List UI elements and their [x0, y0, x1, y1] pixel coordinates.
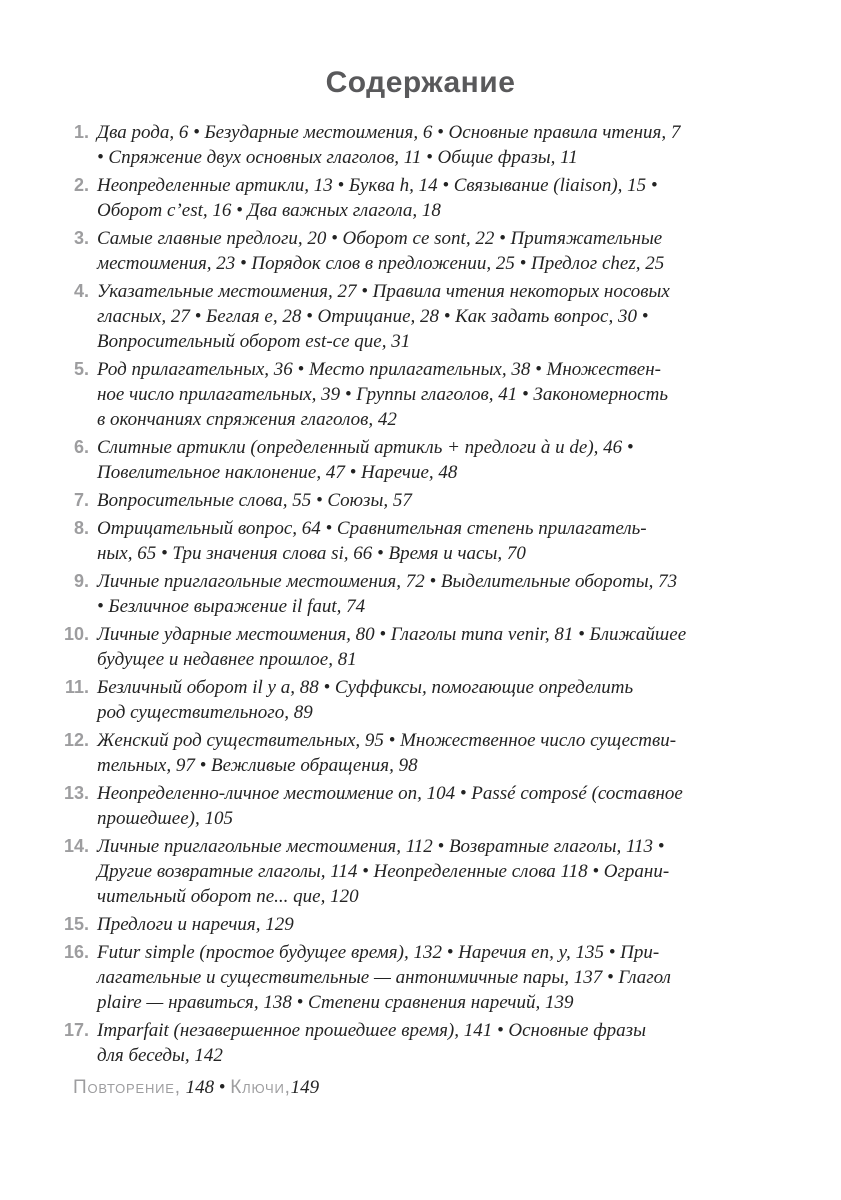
endline-num: 148: [180, 1077, 215, 1098]
toc-item: [73, 120, 781, 170]
toc-item: [73, 569, 781, 619]
toc-line: Личные ударные местоимения, 80 • Глаголы типа venir, 81 • Ближайшее: [97, 624, 687, 645]
toc-line: Два рода, 6 • Безударные местоимения, 6 • Основные правила чтения, 7: [97, 122, 681, 143]
toc-line: Неопределенные артикли, 13 • Буква h, 14 • Связывание (liaison), 15 •: [97, 175, 658, 196]
toc-line: • Спряжение двух основных глаголов, 11 • Общие фразы, 11: [97, 147, 578, 168]
toc-line: Вопросительный оборот est-ce que, 31: [97, 331, 411, 352]
page-title: Содержание: [325, 66, 516, 99]
item-number: 13.: [63, 783, 89, 803]
toc-line: Неопределенно-личное местоимение on, 104 • Passé composé (составное: [97, 783, 683, 804]
toc-line: лагательные и существительные — антонимичные пары, 137 • Глагол: [97, 967, 671, 988]
toc-line: plaire — нравиться, 138 • Степени сравнения наречий, 139: [97, 992, 574, 1013]
toc-item: [73, 488, 781, 513]
toc-line: Imparfait (незавершенное прошедшее время), 141 • Основные фразы: [97, 1020, 646, 1041]
toc-line: род существительного, 89: [97, 702, 313, 723]
toc-item: [63, 728, 781, 778]
item-number: 7.: [73, 490, 89, 510]
toc-line: Предлоги и наречия, 129: [97, 914, 294, 935]
toc-item: [63, 781, 781, 831]
toc-line: Самые главные предлоги, 20 • Оборот ce sont, 22 • Притяжательные: [97, 228, 663, 249]
toc-line: Вопросительные слова, 55 • Союзы, 57: [97, 490, 412, 511]
toc-line: • Безличное выражение il faut, 74: [97, 596, 366, 617]
toc-line: ное число прилагательных, 39 • Группы глаголов, 41 • Закономерность: [97, 384, 668, 405]
item-number: 3.: [73, 228, 89, 248]
toc-line: будущее и недавнее прошлое, 81: [97, 649, 357, 670]
item-number: 2.: [73, 175, 89, 195]
toc-item: [63, 912, 781, 937]
item-number: 11.: [64, 677, 89, 697]
item-number: 5.: [73, 359, 89, 379]
item-number: 15.: [63, 914, 89, 934]
toc-line: местоимения, 23 • Порядок слов в предложении, 25 • Предлог chez, 25: [97, 253, 665, 274]
toc-line: чительный оборот ne... que, 120: [97, 886, 359, 907]
toc-line: для беседы, 142: [97, 1045, 223, 1066]
toc-item: [73, 226, 781, 276]
item-number: 14.: [63, 836, 89, 856]
item-number: 12.: [63, 730, 89, 750]
item-number: 1.: [73, 122, 89, 142]
toc-item: [63, 940, 781, 1015]
toc-item: [64, 675, 781, 725]
toc-item: [63, 622, 781, 672]
toc-line: Оборот c’est, 16 • Два важных глагола, 18: [97, 200, 441, 221]
endline-num: 149: [290, 1077, 320, 1098]
toc-line: Повелительное наклонение, 47 • Наречие, 48: [97, 462, 458, 483]
endline-sep: •: [214, 1077, 231, 1098]
item-number: 6.: [73, 437, 89, 457]
toc-item: [73, 435, 781, 485]
toc-item: [63, 834, 781, 909]
toc-line: Слитные артикли (определенный артикль + предлоги à и de), 46 •: [97, 437, 634, 458]
toc-line: Futur simple (простое будущее время), 132 • Наречия en, y, 135 • При-: [97, 942, 660, 963]
item-number: 9.: [73, 571, 89, 591]
item-number: 8.: [73, 518, 89, 538]
toc-item: [73, 279, 781, 354]
toc-item: [73, 357, 781, 432]
toc-line: Род прилагательных, 36 • Место прилагательных, 38 • Множествен-: [97, 359, 661, 380]
item-number: 17.: [63, 1020, 89, 1040]
toc-line: в окончаниях спряжения глаголов, 42: [97, 409, 397, 430]
toc-line: Личные приглагольные местоимения, 112 • Возвратные глаголы, 113 •: [97, 836, 665, 857]
toc-item: [73, 173, 781, 223]
toc-line: Отрицательный вопрос, 64 • Сравнительная степень прилагатель-: [97, 518, 647, 539]
toc-list: [0, 120, 841, 1102]
toc-line: Указательные местоимения, 27 • Правила чтения некоторых носовых: [97, 281, 670, 302]
toc-line: Личные приглагольные местоимения, 72 • Выделительные обороты, 73: [97, 571, 678, 592]
toc-line: гласных, 27 • Беглая e, 28 • Отрицание, 28 • Как задать вопрос, 30 •: [97, 306, 649, 327]
item-number: 16.: [63, 942, 89, 962]
toc-line: ных, 65 • Три значения слова si, 66 • Время и часы, 70: [97, 543, 526, 564]
toc-line: прошедшее), 105: [97, 808, 233, 829]
endline-caps: Повторение,: [73, 1077, 181, 1098]
item-number: 4.: [73, 281, 89, 301]
endline-caps: Ключи,: [230, 1077, 291, 1098]
toc-line: Женский род существительных, 95 • Множественное число существи-: [97, 730, 677, 751]
toc-item: [73, 516, 781, 566]
toc-endline: [73, 1075, 781, 1102]
toc-line: Безличный оборот il y a, 88 • Суффиксы, помогающие определить: [97, 677, 634, 698]
toc-line: тельных, 97 • Вежливые обращения, 98: [97, 755, 418, 776]
item-number: 10.: [63, 624, 89, 644]
toc-item: [63, 1018, 781, 1068]
toc-line: Другие возвратные глаголы, 114 • Неопределенные слова 118 • Ограни-: [97, 861, 670, 882]
